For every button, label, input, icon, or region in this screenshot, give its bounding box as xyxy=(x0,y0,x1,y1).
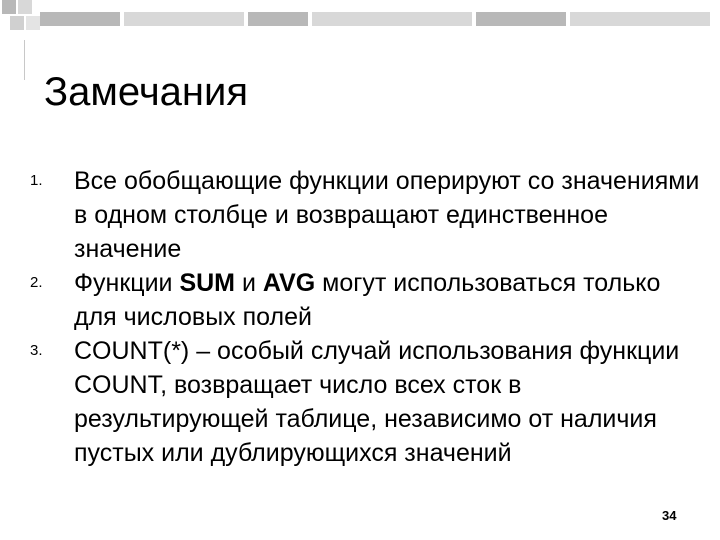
slide-title: Замечания xyxy=(44,70,249,114)
list-item-number: 1. xyxy=(30,172,43,189)
page-number: 34 xyxy=(662,508,677,523)
list-item xyxy=(0,334,720,470)
decorative-header-band xyxy=(40,12,710,26)
keyword-sum: SUM xyxy=(179,269,236,297)
remarks-list xyxy=(0,164,720,470)
list-item-text: COUNT(*) – особый случай использования функции COUNT, возвращает число всех сток в результирующей таблице, независимо от наличия пустых или дублирующихся значений xyxy=(74,337,680,467)
list-item-text: Все обобщающие функции оперируют со значениями в одном столбце и возвращают единственное значение xyxy=(74,167,700,263)
decorative-divider xyxy=(24,40,25,80)
list-item-text: Функции SUM и AVG могут использоваться только для числовых полей xyxy=(74,269,661,331)
list-item xyxy=(0,164,720,266)
keyword-avg: AVG xyxy=(262,269,316,297)
list-item-number: 3. xyxy=(30,342,43,359)
list-item xyxy=(0,266,720,334)
list-item-number: 2. xyxy=(30,274,43,291)
